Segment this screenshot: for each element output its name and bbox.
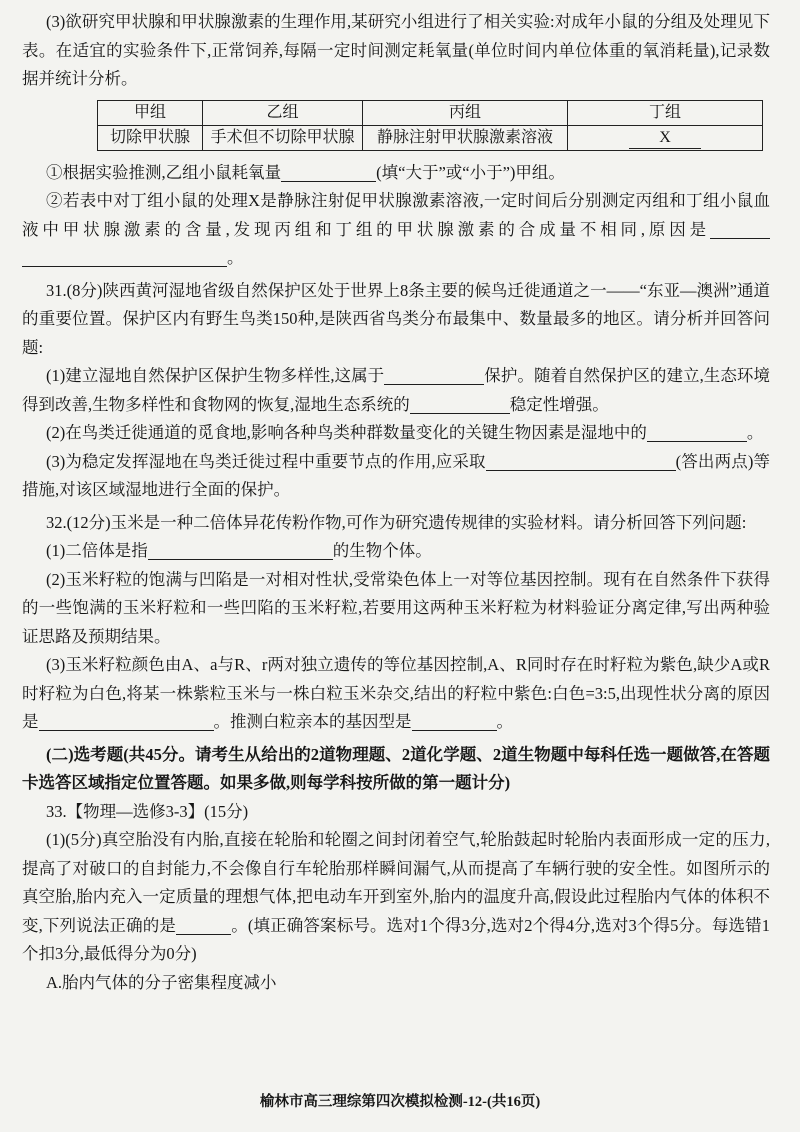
q31-sub1-blank-2[interactable] — [410, 394, 510, 414]
q30-3-intro: (3)欲研究甲状腺和甲状腺激素的生理作用,某研究小组进行了相关实验:对成年小鼠的分组及处理见下表。在适宜的实验条件下,正常饲养,每隔一定时间测定耗氧量(单位时间内单位体重的氧消耗量),记录数据并统计分析。 — [22, 12, 770, 88]
q33-sub1: (1)(5分)真空胎没有内胎,直接在轮胎和轮圈之间封闭着空气,轮胎鼓起时轮胎内表面形成一定的压力,提高了对破口的自封能力,不会像自行车轮胎那样瞬间漏气,从而提高了车辆行驶的安全性。如图所示的真空胎,胎内充入一定质量的理想气体,把电动车开到室外,胎内的温度升高,假设此过程胎内气体的体积不变,下列说法正确的是 。(填正确答案标号。选对1个得3分,选对2个得4分,选对3个得5分。每选错1个扣3分,最低得分为0分) — [22, 830, 770, 963]
q31-sub3: (3)为稳定发挥湿地在鸟类迁徙过程中重要节点的作用,应采取 (答出两点)等措施,对该区域湿地进行全面的保护。 — [22, 451, 770, 499]
q31-sub2: (2)在鸟类迁徙通道的觅食地,影响各种鸟类种群数量变化的关键生物因素是湿地中的 。 — [46, 423, 764, 442]
q30-3-sub1: ①根据实验推测,乙组小鼠耗氧量 (填“大于”或“小于”)甲组。 — [46, 162, 565, 182]
q31-sub2-blank-2[interactable] — [675, 422, 747, 442]
q32-sub1: (1)二倍体是指 的生物个体。 — [46, 541, 432, 560]
table-cell: 手术但不切除甲状腺 — [203, 125, 363, 150]
q31-stem: 31.(8分)陕西黄河湿地省级自然保护区处于世界上8条主要的候鸟迁徙通道之一——“东亚—澳洲”通道的重要位置。保护区内有野生鸟类150种,是陕西省鸟类分布最集中、数量最多的地区。请分析并回答问题: — [22, 280, 770, 357]
q32-sub1-blank-1[interactable] — [148, 540, 333, 560]
table-cell-treatment-x — [568, 125, 763, 150]
q33-heading: 33.【物理—选修3-3】(15分) — [46, 801, 249, 821]
section-2-heading: (二)选考题(共45分。请考生从给出的2道物理题、2道化学题、2道生物题中每科任选一题做答,在答题卡选答区域指定位置答题。如果多做,则每学科按所做的第一题计分) — [22, 744, 770, 792]
table-header-cell: 丁组 — [568, 100, 763, 125]
table-header-cell: 乙组 — [203, 100, 363, 125]
q31-sub1: (1)建立湿地自然保护区保护生物多样性,这属于 保护。随着自然保护区的建立,生态环境得到改善,生物多样性和食物网的恢复,湿地生态系统的 稳定性增强。 — [22, 366, 770, 414]
table-row — [98, 125, 763, 150]
q32-sub2: (2)玉米籽粒的饱满与凹陷是一对相对性状,受常染色体上一对等位基因控制。现有在自然条件下获得的一些饱满的玉米籽粒和一些凹陷的玉米籽粒,若要用这两种玉米籽粒为材料验证分离定律,写出两种验证思路及预期结果。 — [22, 569, 770, 646]
q30-3-sub2-blank-2[interactable] — [22, 247, 227, 267]
q33-sub1-blank-1[interactable] — [176, 915, 231, 935]
table-cell: 静脉注射甲状腺激素溶液 — [363, 125, 568, 150]
q32-stem: 32.(12分)玉米是一种二倍体异花传粉作物,可作为研究遗传规律的实验材料。请分析回答下列问题: — [46, 512, 747, 532]
q33-option-a[interactable]: A.胎内气体的分子密集程度减小 — [46, 972, 277, 992]
q31-sub1-blank-1[interactable] — [384, 365, 484, 385]
table-header-row — [98, 100, 763, 125]
page-footer: 榆林市高三理综第四次模拟检测-12-(共16页) — [259, 1094, 541, 1110]
group-table — [97, 100, 763, 151]
q30-3-sub2: ②若表中对丁组小鼠的处理X是静脉注射促甲状腺激素溶液,一定时间后分别测定丙组和丁组小鼠血液中甲状腺激素的含量,发现丙组和丁组的甲状腺激素的合成量不相同,原因是。 — [22, 191, 770, 267]
table-cell: 切除甲状腺 — [98, 125, 203, 150]
q32-sub3-blank-2[interactable] — [412, 711, 497, 731]
q30-3-sub1-blank-1[interactable] — [281, 162, 376, 182]
table-header-cell: 甲组 — [98, 100, 203, 125]
treatment-x-label: X — [629, 128, 701, 149]
table-header-cell: 丙组 — [363, 100, 568, 125]
q31-sub3-blank-1[interactable] — [486, 451, 676, 471]
q31-sub2-blank-1[interactable] — [647, 422, 675, 442]
q32-sub3: (3)玉米籽粒颜色由A、a与R、r两对独立遗传的等位基因控制,A、R同时存在时籽粒为紫色,缺少A或R时籽粒为白色,将某一株紫粒玉米与一株白粒玉米杂交,结出的籽粒中紫色:白色=3:5,出现性状分离的原因是 。推测白粒亲本的基因型是 。 — [22, 655, 770, 731]
q30-3-sub2-blank-1[interactable] — [710, 219, 770, 239]
q32-sub3-blank-1[interactable] — [39, 711, 214, 731]
